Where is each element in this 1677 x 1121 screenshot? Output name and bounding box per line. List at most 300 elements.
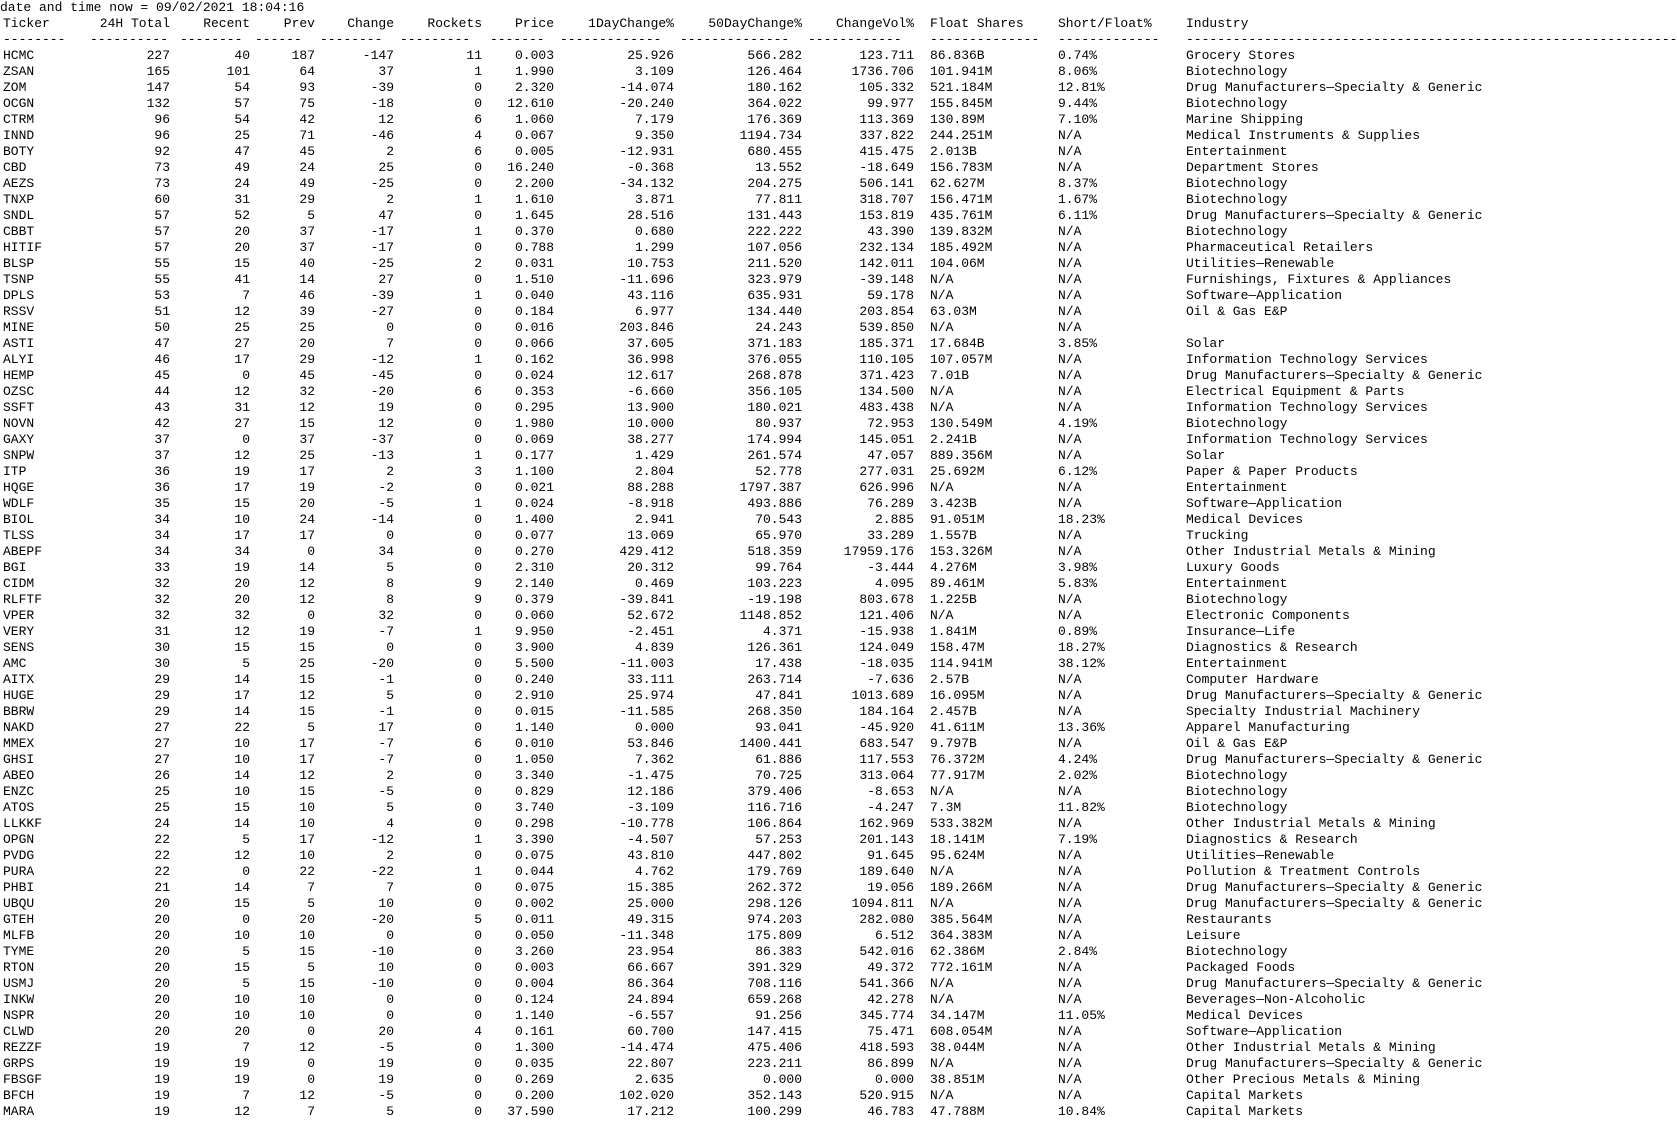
cell-industry: Biotechnology <box>1186 176 1288 191</box>
cell-rockets: 2 <box>474 256 482 271</box>
cell-short-float: 6.12% <box>1058 464 1098 479</box>
cell-rockets: 0 <box>474 176 482 191</box>
cell-change: 37 <box>378 64 394 79</box>
table-row <box>0 288 1520 304</box>
table-row <box>0 832 1520 848</box>
table-row <box>0 320 1520 336</box>
cell-total-24h: 132 <box>146 96 170 111</box>
cell-change: -7 <box>378 624 394 639</box>
cell-ticker: BBRW <box>3 704 35 719</box>
cell-price: 37.590 <box>507 1104 554 1119</box>
cell-fifty-day-change: 134.440 <box>747 304 802 319</box>
cell-industry: Insurance—Life <box>1186 624 1296 639</box>
cell-recent: 20 <box>234 592 250 607</box>
cell-ticker: SNPW <box>3 448 35 463</box>
cell-recent: 17 <box>234 352 250 367</box>
cell-price: 0.177 <box>514 448 554 463</box>
cell-total-24h: 21 <box>154 880 170 895</box>
cell-day-change: 25.974 <box>627 688 674 703</box>
cell-short-float: N/A <box>1058 1072 1082 1087</box>
cell-total-24h: 32 <box>154 576 170 591</box>
cell-total-24h: 44 <box>154 384 170 399</box>
cell-prev: 0 <box>307 1024 315 1039</box>
cell-recent: 15 <box>234 256 250 271</box>
table-row <box>0 480 1520 496</box>
cell-ticker: NOVN <box>3 416 35 431</box>
cell-change: -1 <box>378 704 394 719</box>
cell-recent: 7 <box>242 1088 250 1103</box>
cell-recent: 32 <box>234 608 250 623</box>
cell-short-float: 3.85% <box>1058 336 1098 351</box>
cell-total-24h: 25 <box>154 784 170 799</box>
cell-prev: 12 <box>299 1088 315 1103</box>
cell-fifty-day-change: 176.369 <box>747 112 802 127</box>
cell-float-shares: 101.941M <box>930 64 993 79</box>
cell-rockets: 0 <box>474 1008 482 1023</box>
cell-day-change: -8.918 <box>627 496 674 511</box>
cell-change: 7 <box>386 880 394 895</box>
cell-recent: 41 <box>234 272 250 287</box>
cell-day-change: 2.941 <box>634 512 674 527</box>
cell-price: 0.024 <box>514 368 554 383</box>
cell-change: -14 <box>370 512 394 527</box>
cell-fifty-day-change: 261.574 <box>747 448 802 463</box>
cell-total-24h: 73 <box>154 160 170 175</box>
cell-float-shares: N/A <box>930 320 954 335</box>
cell-change-vol: 99.977 <box>867 96 914 111</box>
cell-change: 0 <box>386 1008 394 1023</box>
cell-rockets: 9 <box>474 592 482 607</box>
cell-change: -5 <box>378 784 394 799</box>
table-row <box>0 352 1520 368</box>
cell-day-change: -4.507 <box>627 832 674 847</box>
cell-fifty-day-change: 268.878 <box>747 368 802 383</box>
cell-change: -25 <box>370 176 394 191</box>
cell-prev: 37 <box>299 240 315 255</box>
table-row <box>0 176 1520 192</box>
cell-price: 2.140 <box>514 576 554 591</box>
cell-change: 10 <box>378 896 394 911</box>
separator-change-vol: ------------ <box>808 32 902 47</box>
cell-industry: Computer Hardware <box>1186 672 1319 687</box>
cell-day-change: 66.667 <box>627 960 674 975</box>
cell-float-shares: 2.013B <box>930 144 977 159</box>
cell-fifty-day-change: 268.350 <box>747 704 802 719</box>
cell-change: 19 <box>378 400 394 415</box>
table-row <box>0 272 1520 288</box>
cell-short-float: 5.83% <box>1058 576 1098 591</box>
cell-change: -5 <box>378 1088 394 1103</box>
cell-float-shares: 18.141M <box>930 832 985 847</box>
cell-float-shares: 2.241B <box>930 432 977 447</box>
cell-short-float: 4.19% <box>1058 416 1098 431</box>
table-row <box>0 416 1520 432</box>
cell-prev: 25 <box>299 656 315 671</box>
cell-rockets: 1 <box>474 864 482 879</box>
cell-price: 0.015 <box>514 704 554 719</box>
cell-recent: 31 <box>234 192 250 207</box>
cell-rockets: 0 <box>474 320 482 335</box>
cell-total-24h: 34 <box>154 512 170 527</box>
cell-industry: Information Technology Services <box>1186 400 1428 415</box>
cell-short-float: N/A <box>1058 592 1082 607</box>
cell-recent: 31 <box>234 400 250 415</box>
cell-short-float: N/A <box>1058 960 1082 975</box>
column-header-total-24h: 24H Total <box>99 16 170 31</box>
cell-industry: Electrical Equipment & Parts <box>1186 384 1405 399</box>
cell-short-float: N/A <box>1058 272 1082 287</box>
cell-ticker: OZSC <box>3 384 35 399</box>
cell-change-vol: 337.822 <box>859 128 914 143</box>
cell-ticker: RTON <box>3 960 35 975</box>
cell-price: 0.124 <box>514 992 554 1007</box>
cell-industry: Software—Application <box>1186 1024 1343 1039</box>
cell-prev: 25 <box>299 448 315 463</box>
table-row <box>0 96 1520 112</box>
cell-total-24h: 29 <box>154 672 170 687</box>
cell-short-float: 4.24% <box>1058 752 1098 767</box>
cell-recent: 12 <box>234 848 250 863</box>
cell-change: -22 <box>370 864 394 879</box>
cell-prev: 15 <box>299 784 315 799</box>
table-row <box>0 64 1520 80</box>
cell-change-vol: 1094.811 <box>851 896 914 911</box>
cell-price: 0.003 <box>514 960 554 975</box>
cell-ticker: OCGN <box>3 96 35 111</box>
cell-industry: Pollution & Treatment Controls <box>1186 864 1421 879</box>
cell-change: 2 <box>386 144 394 159</box>
cell-fifty-day-change: 1148.852 <box>739 608 802 623</box>
cell-total-24h: 60 <box>154 192 170 207</box>
cell-rockets: 0 <box>474 528 482 543</box>
cell-fifty-day-change: 1194.734 <box>739 128 802 143</box>
cell-short-float: 11.05% <box>1058 1008 1105 1023</box>
cell-short-float: N/A <box>1058 784 1082 799</box>
cell-price: 0.060 <box>514 608 554 623</box>
cell-change: 12 <box>378 112 394 127</box>
cell-float-shares: 91.051M <box>930 512 985 527</box>
cell-industry: Biotechnology <box>1186 768 1288 783</box>
cell-rockets: 0 <box>474 1040 482 1055</box>
table-row <box>0 240 1520 256</box>
cell-float-shares: 3.423B <box>930 496 977 511</box>
cell-industry: Other Industrial Metals & Mining <box>1186 544 1436 559</box>
cell-fifty-day-change: 298.126 <box>747 896 802 911</box>
cell-recent: 12 <box>234 624 250 639</box>
cell-total-24h: 42 <box>154 416 170 431</box>
cell-prev: 20 <box>299 496 315 511</box>
cell-change-vol: 123.711 <box>859 48 914 63</box>
cell-industry: Drug Manufacturers—Specialty & Generic <box>1186 880 1483 895</box>
cell-prev: 5 <box>307 208 315 223</box>
cell-day-change: -14.074 <box>619 80 674 95</box>
cell-rockets: 4 <box>474 1024 482 1039</box>
cell-change: -27 <box>370 304 394 319</box>
separator-ticker: -------- <box>3 32 66 47</box>
cell-ticker: TYME <box>3 944 35 959</box>
cell-prev: 14 <box>299 560 315 575</box>
cell-industry: Oil & Gas E&P <box>1186 736 1288 751</box>
cell-float-shares: 9.797B <box>930 736 977 751</box>
cell-fifty-day-change: 376.055 <box>747 352 802 367</box>
cell-prev: 12 <box>299 1040 315 1055</box>
cell-prev: 5 <box>307 720 315 735</box>
cell-day-change: 10.000 <box>627 416 674 431</box>
cell-change: -37 <box>370 432 394 447</box>
cell-fifty-day-change: 566.282 <box>747 48 802 63</box>
cell-fifty-day-change: 211.520 <box>747 256 802 271</box>
cell-price: 0.370 <box>514 224 554 239</box>
cell-float-shares: 77.917M <box>930 768 985 783</box>
cell-ticker: ITP <box>3 464 27 479</box>
cell-float-shares: 86.836B <box>930 48 985 63</box>
cell-recent: 15 <box>234 896 250 911</box>
cell-day-change: 33.111 <box>627 672 674 687</box>
cell-change: 47 <box>378 208 394 223</box>
cell-recent: 54 <box>234 112 250 127</box>
cell-change-vol: 117.553 <box>859 752 914 767</box>
cell-rockets: 6 <box>474 384 482 399</box>
cell-float-shares: N/A <box>930 992 954 1007</box>
table-row <box>0 992 1520 1008</box>
cell-change-vol: 506.141 <box>859 176 914 191</box>
column-header-rockets: Rockets <box>427 16 482 31</box>
cell-change-vol: 42.278 <box>867 992 914 1007</box>
cell-price: 0.067 <box>514 128 554 143</box>
cell-industry: Medical Devices <box>1186 1008 1304 1023</box>
cell-total-24h: 34 <box>154 544 170 559</box>
cell-short-float: N/A <box>1058 704 1082 719</box>
cell-change: 20 <box>378 1024 394 1039</box>
cell-change: -45 <box>370 368 394 383</box>
cell-day-change: -12.931 <box>619 144 674 159</box>
cell-industry: Drug Manufacturers—Specialty & Generic <box>1186 752 1483 767</box>
cell-price: 0.298 <box>514 816 554 831</box>
cell-ticker: CBBT <box>3 224 35 239</box>
cell-prev: 49 <box>299 176 315 191</box>
cell-total-24h: 55 <box>154 272 170 287</box>
table-row <box>0 400 1520 416</box>
cell-recent: 10 <box>234 992 250 1007</box>
cell-rockets: 1 <box>474 832 482 847</box>
table-row <box>0 624 1520 640</box>
cell-industry: Trucking <box>1186 528 1249 543</box>
cell-ticker: LLKKF <box>3 816 43 831</box>
cell-fifty-day-change: 974.203 <box>747 912 802 927</box>
cell-change-vol: 683.547 <box>859 736 914 751</box>
cell-float-shares: 41.611M <box>930 720 985 735</box>
cell-prev: 15 <box>299 672 315 687</box>
table-row <box>0 1104 1520 1120</box>
cell-prev: 20 <box>299 912 315 927</box>
cell-change: 32 <box>378 608 394 623</box>
cell-short-float: N/A <box>1058 672 1082 687</box>
cell-float-shares: 34.147M <box>930 1008 985 1023</box>
cell-fifty-day-change: 147.415 <box>747 1024 802 1039</box>
cell-recent: 19 <box>234 1056 250 1071</box>
cell-rockets: 1 <box>474 64 482 79</box>
cell-price: 0.069 <box>514 432 554 447</box>
cell-change-vol: 46.783 <box>867 1104 914 1119</box>
cell-day-change: 15.385 <box>627 880 674 895</box>
cell-recent: 5 <box>242 832 250 847</box>
cell-change: -10 <box>370 976 394 991</box>
cell-day-change: 12.186 <box>627 784 674 799</box>
cell-ticker: USMJ <box>3 976 35 991</box>
cell-recent: 49 <box>234 160 250 175</box>
cell-rockets: 1 <box>474 192 482 207</box>
cell-change: -12 <box>370 352 394 367</box>
cell-ticker: GTEH <box>3 912 35 927</box>
cell-prev: 93 <box>299 80 315 95</box>
cell-price: 0.075 <box>514 848 554 863</box>
cell-change-vol: 189.640 <box>859 864 914 879</box>
cell-total-24h: 20 <box>154 960 170 975</box>
cell-industry: Biotechnology <box>1186 592 1288 607</box>
cell-change-vol: 415.475 <box>859 144 914 159</box>
cell-day-change: 86.364 <box>627 976 674 991</box>
cell-recent: 0 <box>242 432 250 447</box>
cell-fifty-day-change: 61.886 <box>755 752 802 767</box>
cell-recent: 52 <box>234 208 250 223</box>
cell-price: 12.610 <box>507 96 554 111</box>
table-row <box>0 976 1520 992</box>
column-header-ticker: Ticker <box>3 16 50 31</box>
cell-prev: 24 <box>299 160 315 175</box>
table-row <box>0 912 1520 928</box>
cell-rockets: 0 <box>474 704 482 719</box>
cell-ticker: HUGE <box>3 688 35 703</box>
cell-change: -46 <box>370 128 394 143</box>
cell-change-vol: 6.512 <box>874 928 914 943</box>
cell-industry: Drug Manufacturers—Specialty & Generic <box>1186 688 1483 703</box>
cell-float-shares: 47.788M <box>930 1104 985 1119</box>
cell-industry: Oil & Gas E&P <box>1186 304 1288 319</box>
cell-day-change: 49.315 <box>627 912 674 927</box>
cell-industry: Utilities—Renewable <box>1186 848 1335 863</box>
cell-change-vol: 203.854 <box>859 304 914 319</box>
cell-short-float: 0.89% <box>1058 624 1098 639</box>
cell-prev: 15 <box>299 976 315 991</box>
cell-ticker: BLSP <box>3 256 35 271</box>
cell-change-vol: 1736.706 <box>851 64 914 79</box>
cell-ticker: MMEX <box>3 736 35 751</box>
cell-float-shares: 139.832M <box>930 224 993 239</box>
cell-price: 1.400 <box>514 512 554 527</box>
cell-prev: 10 <box>299 1008 315 1023</box>
cell-ticker: ATOS <box>3 800 35 815</box>
cell-prev: 22 <box>299 864 315 879</box>
cell-short-float: 2.02% <box>1058 768 1098 783</box>
cell-fifty-day-change: 131.443 <box>747 208 802 223</box>
cell-change-vol: 162.969 <box>859 816 914 831</box>
cell-prev: 12 <box>299 688 315 703</box>
cell-change-vol: 33.289 <box>867 528 914 543</box>
cell-industry: Apparel Manufacturing <box>1186 720 1350 735</box>
cell-change: 2 <box>386 192 394 207</box>
cell-price: 0.240 <box>514 672 554 687</box>
cell-change: 19 <box>378 1072 394 1087</box>
cell-short-float: N/A <box>1058 128 1082 143</box>
column-header-float-shares: Float Shares <box>930 16 1024 31</box>
cell-prev: 10 <box>299 928 315 943</box>
cell-short-float: 6.11% <box>1058 208 1098 223</box>
cell-rockets: 0 <box>474 784 482 799</box>
separator-day-change: ------------- <box>560 32 662 47</box>
cell-rockets: 0 <box>474 960 482 975</box>
cell-change-vol: 0.000 <box>874 1072 914 1087</box>
cell-ticker: BFCH <box>3 1088 35 1103</box>
separator-fifty-day-change: -------------- <box>680 32 790 47</box>
cell-total-24h: 30 <box>154 656 170 671</box>
cell-fifty-day-change: 680.455 <box>747 144 802 159</box>
cell-prev: 71 <box>299 128 315 143</box>
cell-fifty-day-change: 24.243 <box>755 320 802 335</box>
cell-rockets: 0 <box>474 656 482 671</box>
cell-prev: 12 <box>299 400 315 415</box>
cell-industry: Biotechnology <box>1186 96 1288 111</box>
cell-float-shares: 2.457B <box>930 704 977 719</box>
cell-ticker: ZOM <box>3 80 27 95</box>
cell-rockets: 0 <box>474 1056 482 1071</box>
cell-short-float: 10.84% <box>1058 1104 1105 1119</box>
cell-price: 9.950 <box>514 624 554 639</box>
cell-prev: 17 <box>299 528 315 543</box>
cell-day-change: 4.762 <box>634 864 674 879</box>
cell-industry: Entertainment <box>1186 480 1288 495</box>
cell-change: -39 <box>370 80 394 95</box>
cell-rockets: 0 <box>474 816 482 831</box>
cell-change: 0 <box>386 320 394 335</box>
cell-float-shares: 158.47M <box>930 640 985 655</box>
cell-ticker: BIOL <box>3 512 35 527</box>
cell-recent: 15 <box>234 800 250 815</box>
cell-day-change: 22.807 <box>627 1056 674 1071</box>
cell-industry: Solar <box>1186 336 1226 351</box>
cell-rockets: 0 <box>474 800 482 815</box>
cell-ticker: TSNP <box>3 272 35 287</box>
column-header-prev: Prev <box>283 16 315 31</box>
cell-change-vol: 134.500 <box>859 384 914 399</box>
cell-float-shares: 364.383M <box>930 928 993 943</box>
cell-change-vol: 142.011 <box>859 256 914 271</box>
cell-price: 1.990 <box>514 64 554 79</box>
cell-change-vol: -8.653 <box>867 784 914 799</box>
cell-price: 0.269 <box>514 1072 554 1087</box>
cell-float-shares: 156.471M <box>930 192 993 207</box>
cell-ticker: RSSV <box>3 304 35 319</box>
cell-fifty-day-change: 13.552 <box>755 160 802 175</box>
cell-price: 3.390 <box>514 832 554 847</box>
table-row <box>0 464 1520 480</box>
cell-rockets: 0 <box>474 1088 482 1103</box>
cell-short-float: N/A <box>1058 320 1082 335</box>
cell-short-float: 1.67% <box>1058 192 1098 207</box>
cell-float-shares: N/A <box>930 480 954 495</box>
cell-short-float: N/A <box>1058 160 1082 175</box>
cell-fifty-day-change: 116.716 <box>747 800 802 815</box>
cell-price: 2.200 <box>514 176 554 191</box>
cell-fifty-day-change: 204.275 <box>747 176 802 191</box>
cell-recent: 14 <box>234 672 250 687</box>
cell-change-vol: 153.819 <box>859 208 914 223</box>
cell-total-24h: 45 <box>154 368 170 383</box>
cell-change: 5 <box>386 688 394 703</box>
cell-rockets: 0 <box>474 608 482 623</box>
cell-price: 16.240 <box>507 160 554 175</box>
cell-day-change: 2.804 <box>634 464 674 479</box>
cell-total-24h: 19 <box>154 1072 170 1087</box>
